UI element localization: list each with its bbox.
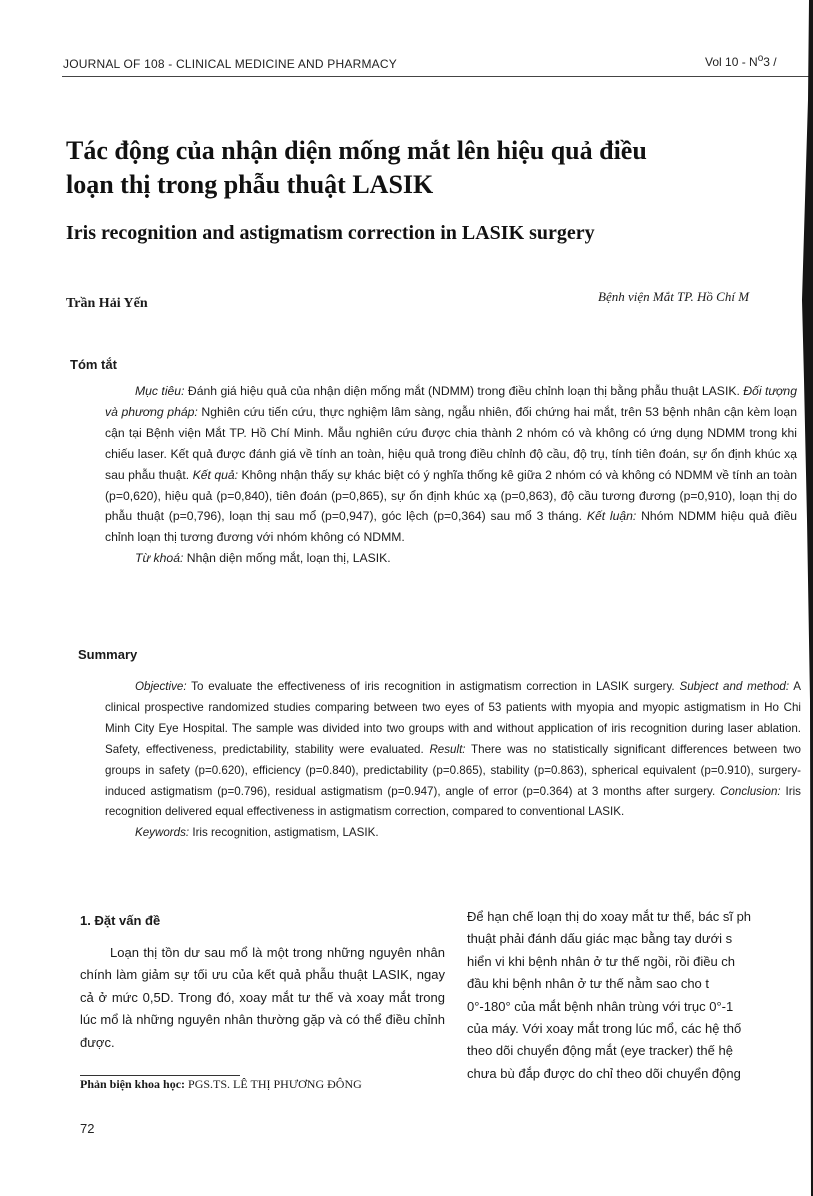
- method-text: Nghiên cứu tiến cứu, thực nghiệm lâm sàng, ngẫu nhiên, đối chứng hai mắt, trên 53 bệnh nhân cận kèm loạn cận tại Bệnh viện Mắt TP. Hồ Chí Minh. Mẫu nghiên cứu được chia thành 2 nhóm có và không có ứng dụng NDMM trong khi chiếu laser. Kết quả được đánh giá về tính an toàn, hiệu quả trong điều chỉnh độ cầu, độ trụ, tính tiên đoán, sự ổn định khúc xạ sau phẫu thuật.: [105, 404, 797, 482]
- volume-tail: 3 /: [763, 55, 777, 69]
- abstract-vi-paragraph: [105, 381, 797, 548]
- intro-right-line: Để hạn chế loạn thị do xoay mắt tư thế, bác sĩ ph: [467, 909, 752, 924]
- keywords-vi: [105, 548, 797, 569]
- intro-right-line: chưa bù đắp được do chỉ theo dõi chuyển động: [467, 1065, 741, 1081]
- author-name: Trần Hải Yến: [66, 296, 148, 311]
- keywords-en: [105, 823, 801, 844]
- intro-heading: 1. Đặt vấn đề: [80, 913, 161, 928]
- intro-right-line: 0°-180° của mắt bệnh nhân trùng với trục 0°-1: [467, 998, 734, 1014]
- abstract-vi-heading: Tóm tắt: [70, 357, 117, 372]
- footnote-divider: [80, 1075, 240, 1076]
- title-english: Iris recognition and astigmatism correction in LASIK surgery: [66, 222, 595, 244]
- reviewer-label: Phản biện khoa học:: [80, 1077, 186, 1091]
- result-en-text: There was no statistically significant differences between two groups in safety (p=0.620), efficiency (p=0.840), predictability (p=0.865), stability (p=0.863), spherical equivalent (p=0.910), surgery-induced astigmatism (p=0.796), residual astigmatism (p=0.947), angle of error (p=0.364) at 3 months after surgery.: [105, 742, 802, 798]
- journal-name: JOURNAL OF 108 - CLINICAL MEDICINE AND PHARMACY: [63, 57, 397, 71]
- keywords-vi-label: Từ khoá:: [135, 551, 184, 566]
- volume-superscript: o: [757, 53, 764, 64]
- result-label: Kết quả:: [192, 467, 239, 482]
- summary-heading: Summary: [78, 647, 138, 662]
- volume-label: Vol 10 - N: [705, 55, 758, 69]
- intro-right-line: thuật phải đánh dấu giác mạc bằng tay dưới s: [467, 931, 733, 947]
- intro-right-column: [467, 906, 805, 1085]
- abstract-en-paragraph: [105, 677, 801, 823]
- keywords-vi-text: Nhận diện mống mắt, loạn thị, LASIK.: [183, 551, 391, 566]
- result-text: Không nhận thấy sự khác biệt có ý nghĩa thống kê giữa 2 nhóm có và không có NDMM về tính an toàn (p=0,620), hiệu quả (p=0,840), tiên đoán (p=0,865), sự ổn định khúc xạ (p=0,863), độ cầu tương đương (p=0,910), loạn thị do phẫu thuật (p=0,796), loạn thị sau mổ (p=0,947), góc lệch (p=0,364) sau mổ 3 tháng.: [105, 467, 797, 524]
- title-vietnamese-line-2: loạn thị trong phẫu thuật LASIK: [66, 170, 434, 199]
- result-en-label: Result:: [429, 742, 466, 756]
- intro-right-line: hiển vi khi bệnh nhân ở tư thế ngồi, rồi điều ch: [467, 953, 736, 969]
- conclusion-en-text: Iris recognition delivered equal effectiveness in astigmatism correction, compared to conventional LASIK.: [105, 784, 801, 819]
- objective-text: Đánh giá hiệu quả của nhận diện mống mắt (NDMM) trong điều chỉnh loạn thị bằng phẫu thuật LASIK.: [184, 384, 744, 398]
- header-divider: [62, 76, 813, 77]
- objective-en-label: Objective:: [135, 680, 187, 693]
- page-number: 72: [80, 1121, 95, 1136]
- reviewer-name: PGS.TS. LÊ THỊ PHƯƠNG ĐÔNG: [185, 1077, 362, 1091]
- objective-label: Mục tiêu:: [135, 384, 185, 398]
- conclusion-en-label: Conclusion:: [720, 784, 781, 798]
- conclusion-text: Nhóm NDMM hiệu quả điều chỉnh loạn thị tương đương với nhóm không có NDMM.: [105, 509, 797, 545]
- intro-left-column: Loạn thị tồn dư sau mổ là một trong những nguyên nhân chính làm giảm sự tối ưu của kết quả phẫu thuật LASIK, ngay cả ở mức 0,5D. Trong đó, xoay mắt tư thế và xoay mắt trong lúc mổ là những nguyên nhân thường gặp và có thể điều chỉnh được.: [80, 945, 445, 1050]
- footnote-reviewer: [80, 1077, 362, 1092]
- volume-number: [705, 53, 777, 69]
- title-vietnamese-line-1: Tác động của nhận diện mống mắt lên hiệu quả điều: [66, 136, 647, 165]
- intro-right-line: đầu khi bệnh nhân ở tư thế nằm sao cho t: [467, 976, 709, 992]
- conclusion-label: Kết luận:: [586, 509, 637, 524]
- method-en-text: A clinical prospective randomized studies comparing between two eyes of 53 patients with myopia and myopic astigmatism in Ho Chi Minh City Eye Hospital. The sample was divided into two groups with and without application of iris recognition during laser ablation. Safety, effectiveness, predictability, stability were evaluated.: [105, 680, 801, 756]
- method-en-label: Subject and method:: [679, 680, 790, 693]
- abstract-vi-body: [105, 381, 797, 569]
- keywords-en-label: Keywords:: [135, 826, 190, 840]
- abstract-en-body: [105, 677, 801, 844]
- keywords-en-text: Iris recognition, astigmatism, LASIK.: [189, 826, 379, 840]
- objective-en-text: To evaluate the effectiveness of iris recognition in astigmatism correction in LASIK surgery.: [186, 680, 680, 693]
- intro-right-line: của máy. Với xoay mắt trong lúc mổ, các hệ thố: [467, 1021, 742, 1037]
- intro-right-line: theo dõi chuyển động mắt (eye tracker) thế hệ: [467, 1043, 733, 1059]
- title-vietnamese: [66, 134, 801, 202]
- method-label: Đối tượng và phương pháp:: [105, 384, 797, 419]
- author-affiliation: Bệnh viện Mắt TP. Hồ Chí M: [598, 289, 750, 304]
